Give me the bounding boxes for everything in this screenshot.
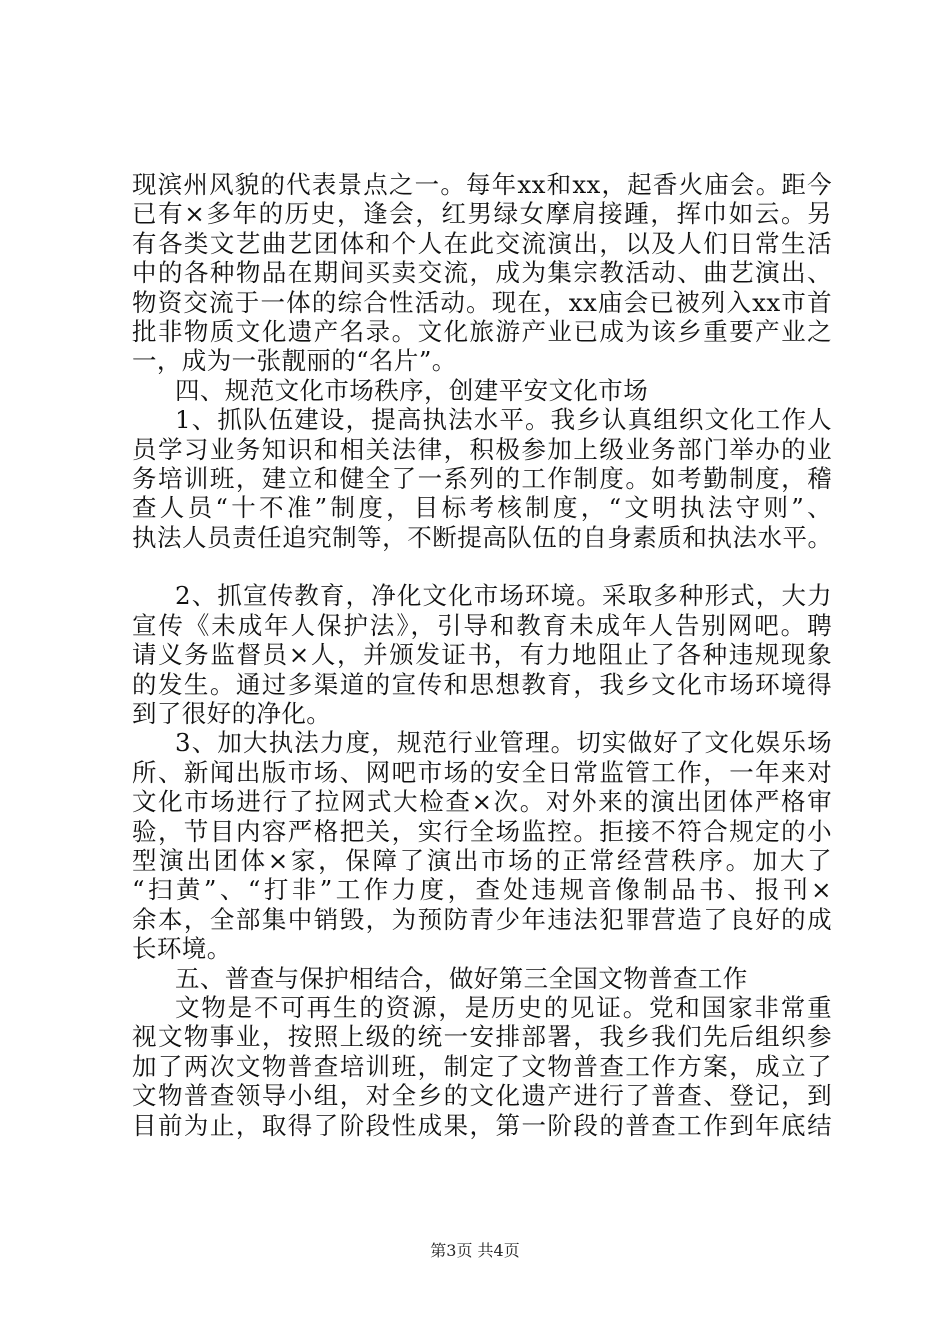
text-line: 执法人员责任追究制等，不断提高队伍的自身素质和执法水平。 [132,522,832,552]
text-line: 的发生。通过多渠道的宣传和思想教育，我乡文化市场环境得 [132,669,832,699]
text-line: 目前为止，取得了阶段性成果，第一阶段的普查工作到年底结 [132,1110,832,1140]
text-line: 文物是不可再生的资源，是历史的见证。党和国家非常重 [175,992,832,1022]
text-line: 文物普查领导小组，对全乡的文化遗产进行了普查、登记，到 [132,1081,832,1111]
text-line: 物资交流于一体的综合性活动。现在，xx庙会已被列入xx市首 [132,287,832,317]
text-line: 宣传《未成年人保护法》，引导和教育未成年人告别网吧。聘 [132,610,832,640]
text-line: 务培训班，建立和健全了一系列的工作制度。如考勤制度，稽 [132,463,832,493]
section-heading: 五、普查与保护相结合，做好第三全国文物普查工作 [175,963,748,993]
text-line: “扫黄”、“打非”工作力度，查处违规音像制品书、报刊× [132,875,832,905]
text-line: 余本，全部集中销毁，为预防青少年违法犯罪营造了良好的成 [132,904,832,934]
text-line: 已有×多年的历史，逢会，红男绿女摩肩接踵，挥巾如云。另 [132,199,832,229]
text-line: 长环境。 [132,934,232,964]
text-line: 加了两次文物普查培训班，制定了文物普查工作方案，成立了 [132,1051,832,1081]
text-line: 一，成为一张靓丽的“名片”。 [132,346,457,376]
text-line: 文化市场进行了拉网式大检查×次。对外来的演出团体严格审 [132,787,832,817]
text-line: 视文物事业，按照上级的统一安排部署，我乡我们先后组织参 [132,1022,832,1052]
paragraph-gap [132,552,832,581]
text-line: 验，节目内容严格把关，实行全场监控。拒接不符合规定的小 [132,816,832,846]
text-line: 有各类文艺曲艺团体和个人在此交流演出，以及人们日常生活 [132,228,832,258]
page-footer [0,1241,950,1261]
text-line: 现滨州风貌的代表景点之一。每年xx和xx，起香火庙会。距今 [132,170,832,199]
text-line: 查人员“十不准”制度，目标考核制度，“文明执法守则”、 [132,493,832,523]
text-line: 批非物质文化遗产名录。文化旅游产业已成为该乡重要产业之 [132,316,832,346]
text-line: 到了很好的净化。 [132,699,332,729]
document-body [132,170,832,1140]
text-line: 型演出团体×家，保障了演出市场的正常经营秩序。加大了 [132,845,832,875]
text-line: 所、新闻出版市场、网吧市场的安全日常监管工作，一年来对 [132,757,832,787]
text-line: 中的各种物品在期间买卖交流，成为集宗教活动、曲艺演出、 [132,258,832,288]
page-number: 第3页 共4页 [430,1241,520,1260]
section-heading: 四、规范文化市场秩序，创建平安文化市场 [175,375,649,405]
text-line: 1、抓队伍建设，提高执法水平。我乡认真组织文化工作人 [175,405,832,435]
text-line: 2、抓宣传教育，净化文化市场环境。采取多种形式，大力 [175,581,832,611]
text-line: 请义务监督员×人，并颁发证书，有力地阻止了各种违规现象 [132,640,832,670]
text-line: 员学习业务知识和相关法律，积极参加上级业务部门举办的业 [132,434,832,464]
text-line: 3、加大执法力度，规范行业管理。切实做好了文化娱乐场 [175,728,832,758]
